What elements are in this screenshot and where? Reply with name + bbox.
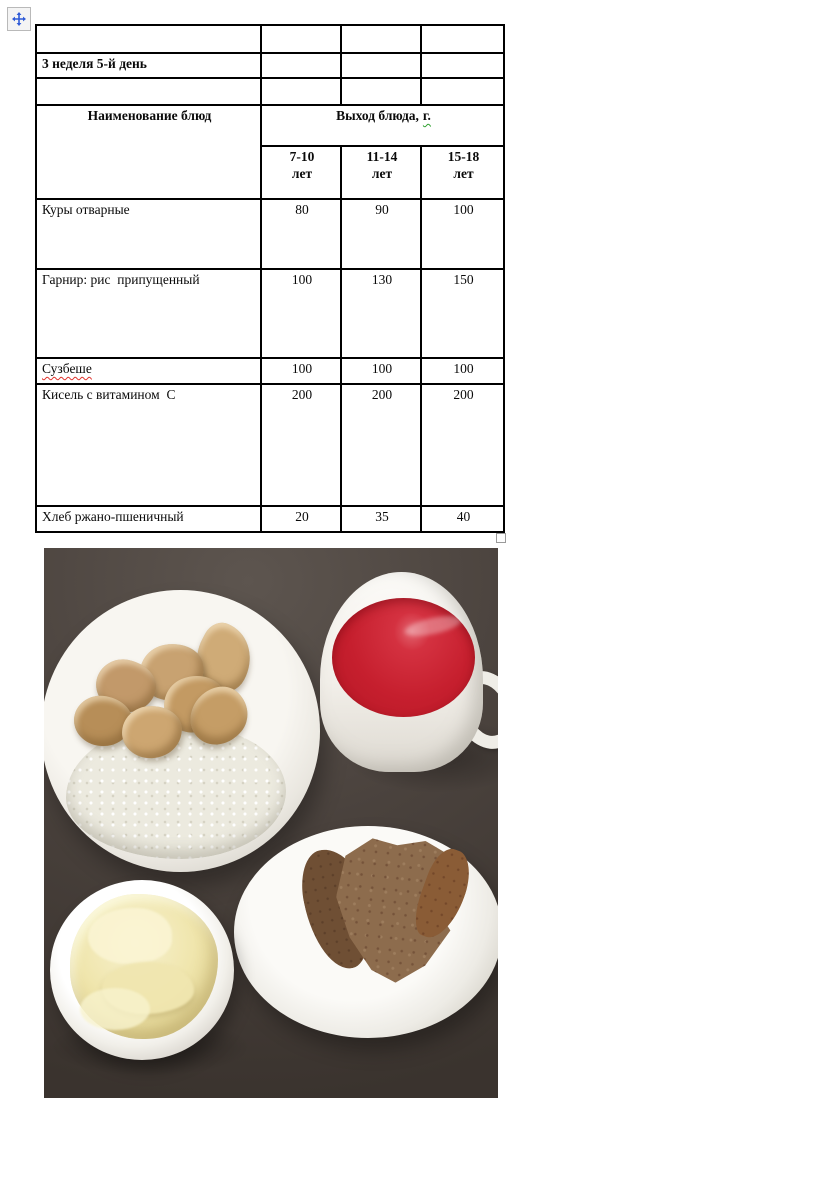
age-range: 7-10: [289, 149, 315, 164]
empty-cell[interactable]: [261, 25, 341, 53]
empty-cell[interactable]: [421, 53, 504, 78]
portion-value: 200: [291, 387, 313, 402]
portion-value: 100: [291, 361, 313, 376]
dish-row: [36, 358, 504, 384]
value-cell[interactable]: [341, 199, 421, 269]
dish-name-cell[interactable]: [36, 384, 261, 506]
value-cell[interactable]: [261, 358, 341, 384]
table-row: [36, 53, 504, 78]
dish-row: [36, 506, 504, 532]
dish-name-cell[interactable]: [36, 506, 261, 532]
output-header-cell[interactable]: [261, 105, 504, 146]
empty-cell[interactable]: [261, 78, 341, 105]
age-col-11-14[interactable]: [341, 146, 421, 199]
dish-row: [36, 199, 504, 269]
empty-cell[interactable]: [341, 53, 421, 78]
table-row: [36, 78, 504, 105]
meal-photo[interactable]: [44, 548, 498, 1098]
portion-value: 150: [453, 272, 474, 287]
value-cell[interactable]: [341, 358, 421, 384]
empty-cell[interactable]: [341, 78, 421, 105]
value-cell[interactable]: [341, 506, 421, 532]
empty-cell[interactable]: [261, 53, 341, 78]
value-cell[interactable]: [421, 506, 504, 532]
suzbe-cream-highlight: [80, 988, 150, 1030]
portion-value: 200: [371, 387, 393, 402]
dish-row: [36, 269, 504, 358]
empty-cell[interactable]: [341, 25, 421, 53]
portion-value: 130: [371, 272, 393, 287]
dish-name-cell[interactable]: [36, 269, 261, 358]
age-unit: лет: [453, 165, 474, 181]
dish-row: [36, 384, 504, 506]
value-cell[interactable]: [261, 384, 341, 506]
dish-name: Кисель с витамином С: [42, 387, 176, 402]
portion-value: 40: [456, 509, 471, 524]
table-header-row: [36, 105, 504, 146]
portion-value: 35: [375, 509, 389, 524]
value-cell[interactable]: [341, 269, 421, 358]
value-cell[interactable]: [421, 384, 504, 506]
output-header: Выход блюда,: [336, 108, 419, 123]
portion-value: 20: [295, 509, 309, 524]
empty-cell[interactable]: [421, 25, 504, 53]
dish-name-cell[interactable]: [36, 199, 261, 269]
value-cell[interactable]: [421, 358, 504, 384]
dish-name: Хлеб ржано-пшеничный: [42, 509, 184, 524]
portion-value: 100: [371, 361, 393, 376]
value-cell[interactable]: [421, 269, 504, 358]
age-col-15-18[interactable]: [421, 146, 504, 199]
dish-name-header: Наименование блюд: [87, 108, 212, 123]
portion-value: 200: [453, 387, 474, 402]
dish-name: Куры отварные: [42, 202, 130, 217]
empty-cell[interactable]: [36, 78, 261, 105]
output-unit: г.: [422, 108, 431, 123]
portion-value: 100: [453, 202, 474, 217]
menu-table: [35, 24, 505, 533]
value-cell[interactable]: [421, 199, 504, 269]
week-day-label: 3 неделя 5-й день: [42, 56, 147, 71]
dish-name-header-cell[interactable]: [36, 105, 261, 199]
value-cell[interactable]: [261, 506, 341, 532]
table-row: [36, 25, 504, 53]
portion-value: 100: [291, 272, 313, 287]
table-resize-handle[interactable]: [496, 533, 506, 543]
value-cell[interactable]: [261, 199, 341, 269]
age-col-7-10[interactable]: [261, 146, 341, 199]
portion-value: 90: [375, 202, 389, 217]
age-range: 15-18: [447, 149, 480, 164]
dish-name: Гарнир: рис припущенный: [42, 272, 200, 287]
age-unit: лет: [291, 165, 313, 181]
portion-value: 80: [295, 202, 309, 217]
dish-name-cell[interactable]: [36, 358, 261, 384]
age-unit: лет: [371, 165, 393, 181]
move-arrows-icon: [11, 11, 27, 27]
portion-value: 100: [453, 361, 474, 376]
empty-cell[interactable]: [36, 25, 261, 53]
table-move-handle[interactable]: [7, 7, 31, 31]
week-day-cell[interactable]: [36, 53, 261, 78]
value-cell[interactable]: [341, 384, 421, 506]
age-range: 11-14: [366, 149, 398, 164]
empty-cell[interactable]: [421, 78, 504, 105]
value-cell[interactable]: [261, 269, 341, 358]
dish-name: Сузбеше: [42, 361, 92, 376]
suzbe-cream-highlight: [88, 908, 172, 964]
